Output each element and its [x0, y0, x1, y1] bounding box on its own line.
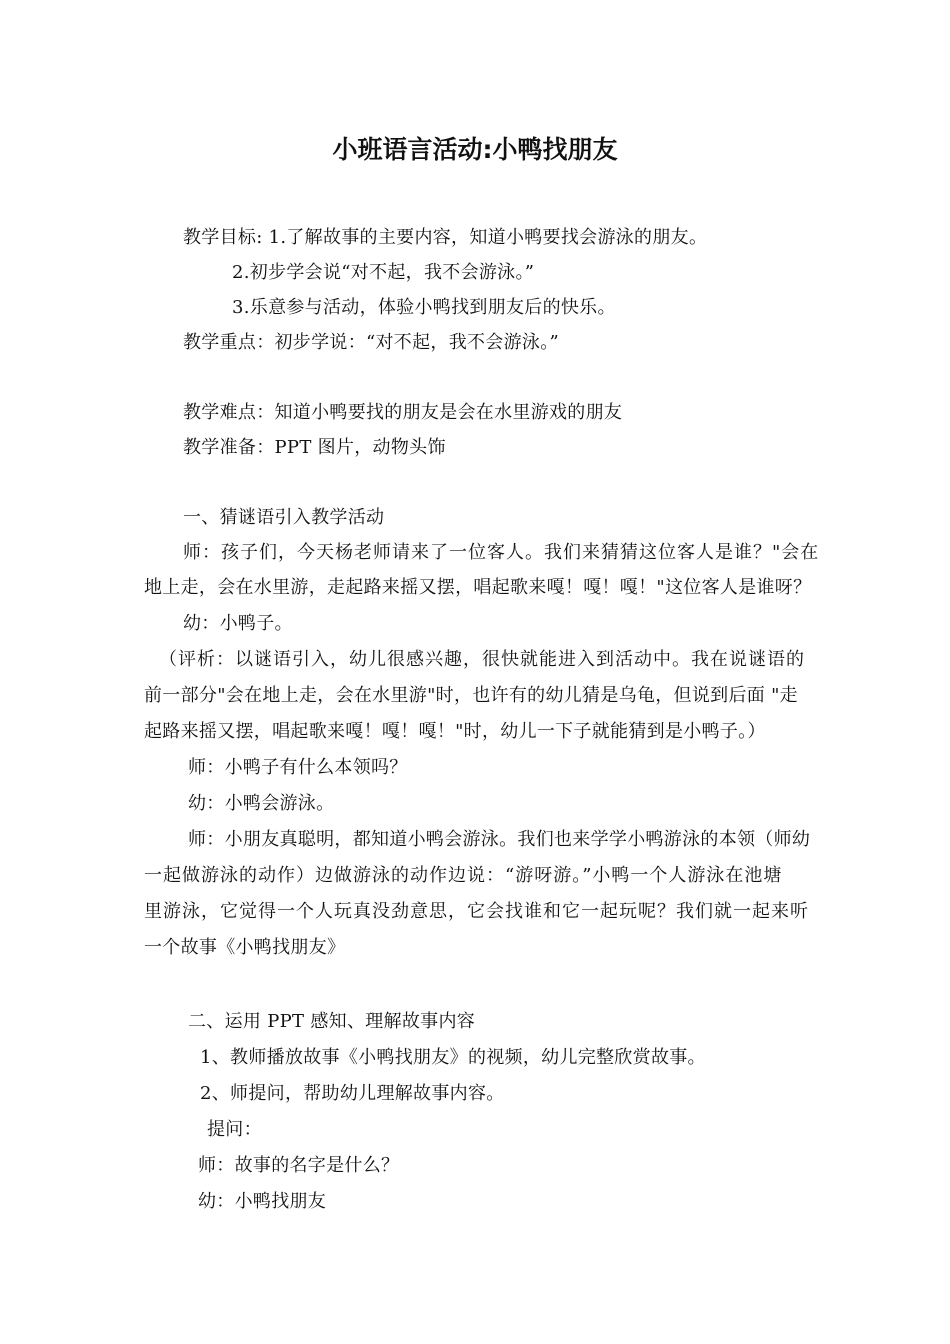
commentary-line: （评析：以谜语引入，幼儿很感兴趣，很快就能进入到活动中。我在说谜语的 — [159, 649, 805, 670]
section-1-paragraph-line: 师：孩子们，今天杨老师请来了一位客人。我们来猜猜这位客人是谁？"会在 — [183, 542, 820, 563]
child-answer: 幼：小鸭找朋友 — [198, 1191, 327, 1212]
difficulty: 教学难点：知道小鸭要找的朋友是会在水里游戏的朋友 — [183, 402, 623, 423]
preparation: 教学准备：PPT 图片，动物头饰 — [183, 437, 446, 458]
objective-2: 2.初步学会说“对不起，我不会游泳。” — [232, 262, 535, 283]
teacher-question: 师：故事的名字是什么？ — [198, 1155, 400, 1176]
objective-1: 教学目标: 1.了解故事的主要内容，知道小鸭要找会游泳的朋友。 — [183, 227, 708, 248]
teacher-paragraph-line: 一起做游泳的动作）边做游泳的动作边说：“游呀游。”小鸭一个人游泳在池塘 — [144, 865, 783, 886]
child-answer: 幼：小鸭子。 — [183, 613, 293, 634]
ask-label: 提问： — [207, 1119, 262, 1140]
commentary-line: 起路来摇又摆，唱起歌来嘎！嘎！嘎！"时，幼儿一下子就能猜到是小鸭子。） — [144, 721, 766, 742]
section-2-heading: 二、运用 PPT 感知、理解故事内容 — [188, 1011, 476, 1032]
child-answer: 幼：小鸭会游泳。 — [188, 793, 335, 814]
teacher-paragraph-line: 师：小朋友真聪明，都知道小鸭会游泳。我们也来学学小鸭游泳的本领（师幼 — [188, 829, 811, 850]
section-1-paragraph-line: 地上走，会在水里游，走起路来摇又摆，唱起歌来嘎！嘎！嘎！"这位客人是谁呀？ — [144, 577, 812, 598]
section-1-heading: 一、猜谜语引入教学活动 — [183, 507, 385, 528]
list-item: 2、师提问，帮助幼儿理解故事内容。 — [200, 1083, 505, 1104]
teacher-paragraph-line: 一个故事《小鸭找朋友》 — [144, 937, 346, 958]
key-point: 教学重点：初步学说：“对不起，我不会游泳。” — [183, 332, 560, 353]
list-item: 1、教师播放故事《小鸭找朋友》的视频，幼儿完整欣赏故事。 — [200, 1047, 706, 1068]
objective-3: 3.乐意参与活动，体验小鸭找到朋友后的快乐。 — [232, 297, 616, 318]
teacher-paragraph-line: 里游泳，它觉得一个人玩真没劲意思，它会找谁和它一起玩呢？我们就一起来听 — [144, 901, 809, 922]
commentary-line: 前一部分"会在地上走，会在水里游"时，也许有的幼儿猜是乌龟，但说到后面 "走 — [144, 685, 798, 706]
teacher-question: 师：小鸭子有什么本领吗？ — [188, 757, 408, 778]
document-title: 小班语言活动:小鸭找朋友 — [332, 135, 618, 164]
